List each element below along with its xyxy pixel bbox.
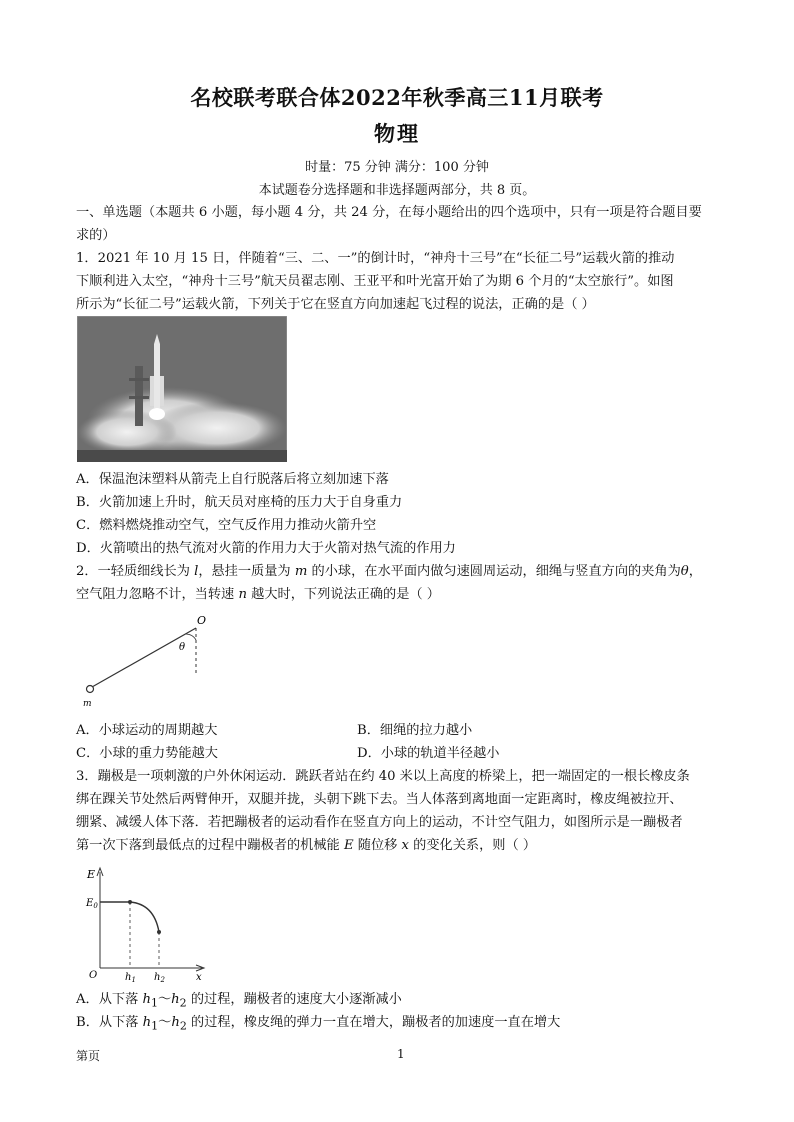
q1-line3: 所示为“长征二号”运载火箭，下列关于它在竖直方向加速起飞过程的说法，正确的是（ ） [76,297,595,312]
q3-line3: 绷紧、减缓人体下落．若把蹦极者的运动看作在竖直方向上的运动，不计空气阻力，如图所示是一蹦极者 [76,815,683,830]
q1-line1: 1．2021 年 10 月 15 日，伴随着“三、二、一”的倒计时，“神舟十三号”在“长征二号”运载火箭的推动 [76,251,675,266]
rocket-launch-photo [77,316,287,462]
h2-label: $h_2$ [154,972,165,984]
q3-line2: 绑在踝关节处然后两臂伸开，双腿并拢，头朝下跳下去。当人体落到离地面一定距离时，橡皮绳被拉开、 [76,792,683,807]
q2-line1: 2．一轻质细线长为 l，悬挂一质量为 m 的小球，在水平面内做匀速圆周运动，细绳与竖直方向的夹角为θ， [76,564,702,579]
exam-note: 本试题卷分选择题和非选择题两部分，共 8 页。 [258,183,536,198]
exam-info: 时量：75 分钟 满分：100 分钟 [305,160,489,175]
theta-label: θ [179,642,186,653]
q3-option-b: B．从下落 $h_1\sim h_2$ 的过程，橡皮绳的弹力一直在增大，蹦极者的加速度一直在增大 [76,1015,561,1033]
q1-option-b: B．火箭加速上升时，航天员对座椅的压力大于自身重力 [76,495,403,510]
section-heading-line1: 一、单选题（本题共 6 小题，每小题 4 分，共 24 分，在每小题给出的四个选项中，只有一项是符合题目要 [76,205,702,220]
q2-line2: 空气阻力忽略不计，当转速 n 越大时，下列说法正确的是（ ） [76,587,440,602]
q3-line4: 第一次下落到最低点的过程中蹦极者的机械能 E 随位移 x 的变化关系，则（ ） [76,838,537,853]
origin-label: O [89,970,98,981]
footer-page-label: 第页 [76,1049,101,1063]
q2-option-c: C．小球的重力势能越大 [76,746,218,761]
point-o-label: O [197,614,207,627]
q2-option-d: D．小球的轨道半径越小 [357,746,500,761]
section-heading-line2: 求的） [76,228,116,243]
pendulum-diagram [80,610,220,710]
q2-option-b: B．细绳的拉力越小 [357,723,473,738]
q2-option-a: A．小球运动的周期越大 [76,723,218,738]
axis-x-label: x [196,972,202,983]
q1-option-a: A．保温泡沫塑料从箭壳上自行脱落后将立刻加速下落 [76,472,389,487]
q1-option-c: C．燃料燃烧推动空气，空气反作用力推动火箭升空 [76,518,377,533]
axis-e-label: E [87,868,96,881]
subject-title: 物理 [374,121,420,146]
q1-line2: 下顺利进入太空，“神舟十三号”航天员翟志刚、王亚平和叶光富开始了为期 6 个月的“太空旅行”。如图 [76,274,674,289]
footer-page-number: 1 [397,1047,405,1061]
q3-option-a: A．从下落 $h_1\sim h_2$ 的过程，蹦极者的速度大小逐渐减小 [76,992,402,1010]
q1-option-d: D．火箭喷出的热气流对火箭的作用力大于火箭对热气流的作用力 [76,541,456,556]
h1-label: $h_1$ [125,972,136,984]
exam-title: 名校联考联合体2022年秋季高三11月联考 [190,85,604,110]
e0-label: $E_0$ [86,898,98,910]
mass-label: m [83,699,92,709]
q3-line1: 3．蹦极是一项刺激的户外休闲运动．跳跃者站在约 40 米以上高度的桥梁上，把一端固定的一根长橡皮条 [76,769,690,784]
energy-displacement-graph [84,862,212,984]
